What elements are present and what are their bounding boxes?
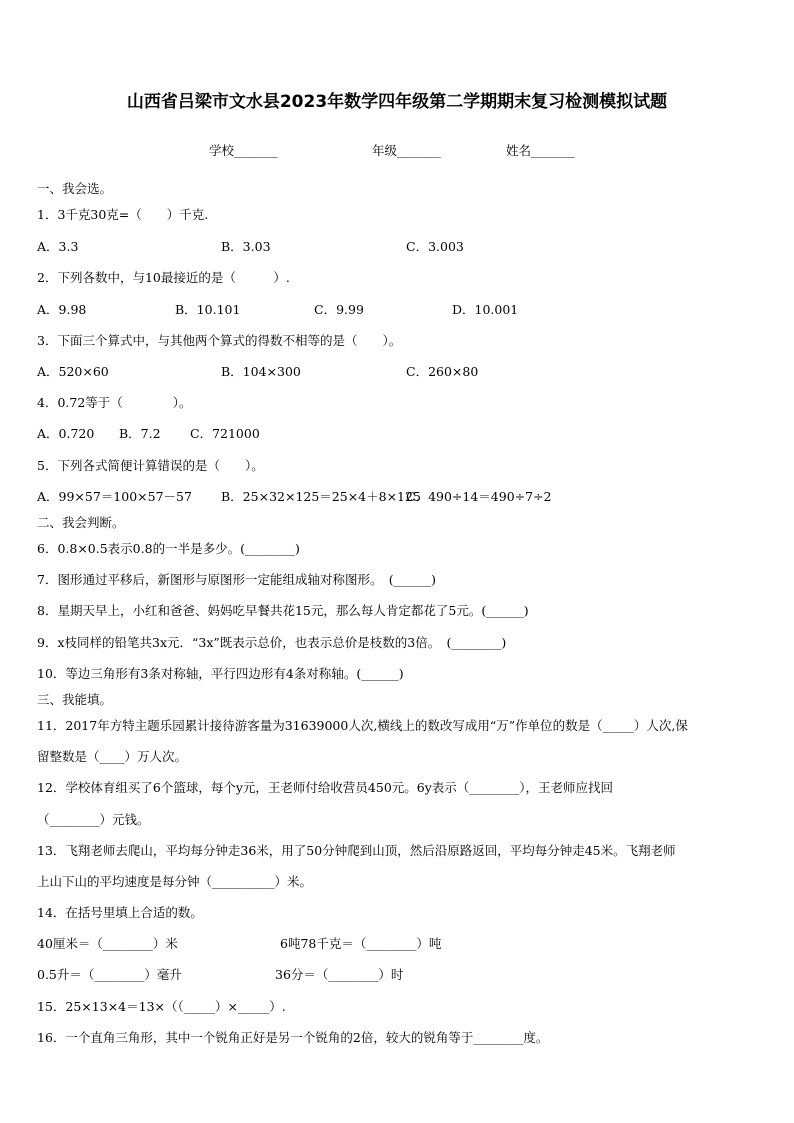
q4-option-a: A．0.720 [37,426,95,441]
q1-option-b: B．3.03 [221,239,271,254]
q3-option-a: A．520×60 [37,364,109,379]
q2-option-b: B．10.101 [175,302,241,317]
question-2: 2．下列各数中，与10最接近的是（ ）. [37,270,290,285]
q14-item-1: 40厘米＝（________）米 [37,936,178,951]
question-15: 15．25×13×4＝13×（（_____）×_____）. [37,999,286,1014]
q5-option-a: A．99×57＝100×57－57 [37,489,192,504]
grade-field: 年级_______ [372,143,441,158]
question-3: 3．下面三个算式中，与其他两个算式的得数不相等的是（ ）。 [37,333,402,348]
question-1: 1．3千克30克=（ ）千克. [37,207,209,222]
question-11-line-1: 11．2017年方特主题乐园累计接待游客量为31639000人次,横线上的数改写成用“万”作单位的数是（_____）人次,保 [37,718,688,733]
q14-item-3: 0.5升＝（________）毫升 [37,967,182,982]
question-12-line-2: （________）元钱。 [37,812,150,827]
name-field: 姓名_______ [506,143,575,158]
question-16: 16．一个直角三角形，其中一个锐角正好是另一个锐角的2倍，较大的锐角等于________度。 [37,1030,549,1045]
q4-option-b: B．7.2 [119,426,161,441]
question-14: 14．在括号里填上合适的数。 [37,905,203,920]
q1-option-a: A．3.3 [37,239,79,254]
question-7: 7．图形通过平移后，新图形与原图形一定能组成轴对称图形。 (______) [37,572,436,587]
question-13-line-2: 上山下山的平均速度是每分钟（__________）米。 [37,874,313,889]
question-8: 8．星期天早上，小红和爸爸、妈妈吃早餐共花15元，那么每人肯定都花了5元。(______) [37,603,529,618]
q14-item-2: 6吨78千克＝（________）吨 [280,936,442,951]
question-12-line-1: 12．学校体育组买了6个篮球，每个y元，王老师付给收营员450元。6y表示（________），王老师应找回 [37,780,614,795]
section-heading-fill: 三、我能填。 [37,692,113,707]
question-9: 9．x枝同样的铅笔共3x元．“3x”既表示总价，也表示总价是枝数的3倍。 (________) [37,635,507,650]
page-title: 山西省吕梁市文水县2023年数学四年级第二学期期末复习检测模拟试题 [126,92,668,112]
question-5: 5．下列各式简便计算错误的是（ ）。 [37,458,264,473]
school-field: 学校_______ [209,143,278,158]
q3-option-b: B．104×300 [221,364,301,379]
question-10: 10．等边三角形有3条对称轴，平行四边形有4条对称轴。(______) [37,666,404,681]
q2-option-c: C．9.99 [314,302,364,317]
question-13-line-1: 13．飞翔老师去爬山，平均每分钟走36米，用了50分钟爬到山顶，然后沿原路返回，平均每分钟走45米。飞翔老师 [37,843,676,858]
q2-option-d: D．10.001 [452,302,519,317]
q5-option-b: B．25×32×125＝25×4＋8×125 [221,489,421,504]
q4-option-c: C．721000 [190,426,260,441]
question-11-line-2: 留整数是（____）万人次。 [37,749,188,764]
q14-item-4: 36分＝（________）时 [275,967,404,982]
question-4: 4．0.72等于（ ）。 [37,395,192,410]
q3-option-c: C．260×80 [406,364,479,379]
q2-option-a: A．9.98 [37,302,87,317]
q1-option-c: C．3.003 [406,239,464,254]
section-heading-choice: 一、我会选。 [37,181,113,196]
question-6: 6．0.8×0.5表示0.8的一半是多少。(________) [37,541,300,556]
q5-option-c: C．490÷14＝490÷7÷2 [406,489,552,504]
section-heading-judge: 二、我会判断。 [37,515,125,530]
